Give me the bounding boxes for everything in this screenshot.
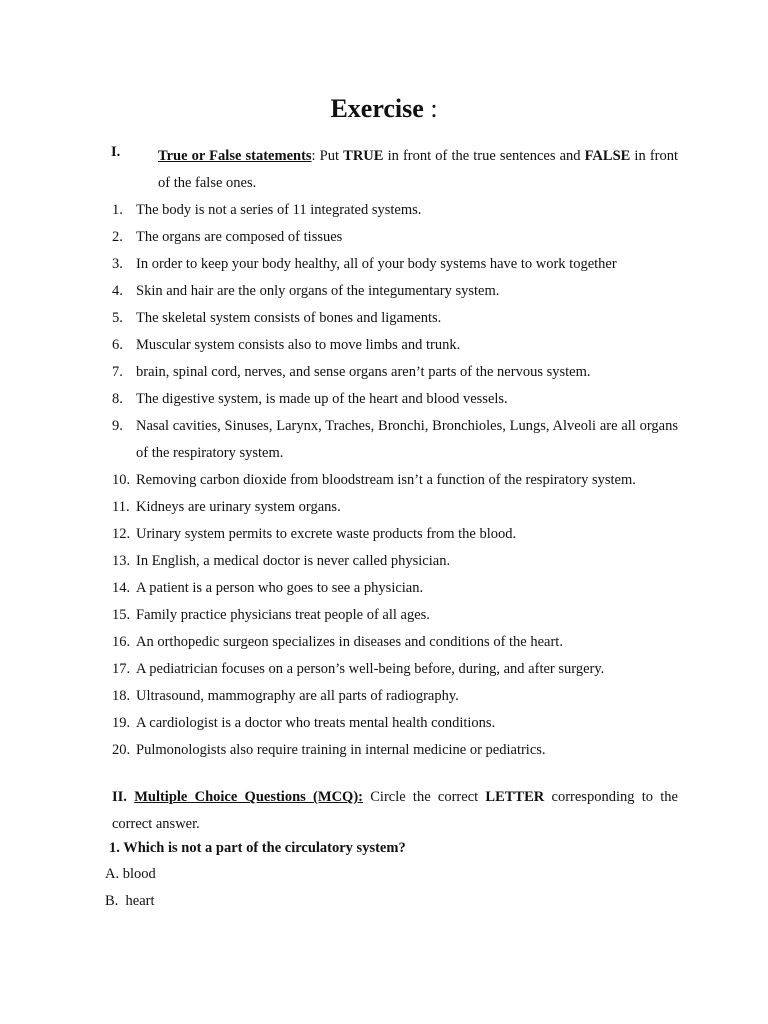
statement-item	[112, 332, 678, 359]
statement-number: 17.	[112, 661, 131, 677]
statement-number: 13.	[112, 553, 131, 569]
statement-text: Kidneys are urinary system organs.	[136, 499, 341, 515]
statement-text: An orthopedic surgeon specializes in diseases and conditions of the heart.	[136, 634, 563, 650]
section1-text-b: in front of the true sentences and	[383, 148, 585, 164]
title-word: Exercise	[330, 94, 424, 123]
statement-text: A pediatrician focuses on a person’s well-being before, during, and after surgery.	[136, 661, 605, 677]
option-b	[105, 891, 155, 911]
statement-text: A cardiologist is a doctor who treats mental health conditions.	[136, 715, 496, 731]
statement-number: 9.	[112, 418, 123, 434]
statement-item	[112, 197, 678, 224]
statement-item	[112, 278, 678, 305]
statement-item	[112, 251, 678, 278]
statement-number: 1.	[112, 202, 123, 218]
statement-item	[112, 629, 678, 656]
section2-instructions	[112, 784, 678, 838]
statement-item	[112, 386, 678, 413]
statement-item	[112, 413, 678, 467]
statement-text: brain, spinal cord, nerves, and sense organs aren’t parts of the nervous system.	[136, 364, 591, 380]
option-a	[105, 864, 156, 884]
statement-text: In order to keep your body healthy, all of your body systems have to work together	[136, 256, 617, 272]
statement-number: 2.	[112, 229, 123, 245]
statement-number: 12.	[112, 526, 131, 542]
true-word: TRUE	[343, 148, 384, 164]
statement-item	[112, 305, 678, 332]
statement-text: A patient is a person who goes to see a physician.	[136, 580, 424, 596]
statement-number: 8.	[112, 391, 123, 407]
statement-number: 11.	[112, 499, 130, 515]
section1-numeral: I.	[111, 144, 121, 160]
statement-number: 14.	[112, 580, 131, 596]
letter-word: LETTER	[485, 789, 545, 805]
statement-number: 19.	[112, 715, 131, 731]
statement-text: The organs are composed of tissues	[136, 229, 343, 245]
statement-text: Family practice physicians treat people of all ages.	[136, 607, 430, 623]
option-b-text: heart	[125, 893, 155, 909]
page-title	[0, 92, 768, 126]
section1-heading: True or False statements	[158, 148, 312, 164]
statement-text: Skin and hair are the only organs of the integumentary system.	[136, 283, 500, 299]
statement-number: 6.	[112, 337, 123, 353]
statement-item	[112, 224, 678, 251]
section2-numeral: II.	[112, 789, 127, 805]
statement-number: 7.	[112, 364, 123, 380]
statement-text: The body is not a series of 11 integrated systems.	[136, 202, 422, 218]
statement-item	[112, 710, 678, 737]
statement-number: 5.	[112, 310, 123, 326]
statement-item	[112, 602, 678, 629]
statement-text: Ultrasound, mammography are all parts of radiography.	[136, 688, 459, 704]
section2-text-b: corresponding to the correct answer.	[112, 789, 678, 832]
statement-number: 10.	[112, 472, 131, 488]
section1-text-a: : Put	[311, 148, 344, 164]
statement-number: 15.	[112, 607, 131, 623]
statement-item	[112, 656, 678, 683]
statement-text: Muscular system consists also to move limbs and trunk.	[136, 337, 461, 353]
statement-number: 20.	[112, 742, 131, 758]
option-a-text: blood	[122, 866, 156, 882]
statement-text: The skeletal system consists of bones and ligaments.	[136, 310, 442, 326]
statement-text: The digestive system, is made up of the heart and blood vessels.	[136, 391, 508, 407]
statement-text: Urinary system permits to excrete waste products from the blood.	[136, 526, 517, 542]
statement-number: 4.	[112, 283, 123, 299]
statement-item	[112, 359, 678, 386]
statement-text: Pulmonologists also require training in internal medicine or pediatrics.	[136, 742, 546, 758]
statement-item	[112, 737, 678, 764]
statement-item	[112, 548, 678, 575]
title-colon: :	[430, 94, 438, 123]
option-a-letter: A.	[105, 866, 120, 882]
section2-heading: Multiple Choice Questions (MCQ):	[134, 789, 363, 805]
statement-text: In English, a medical doctor is never called physician.	[136, 553, 451, 569]
statement-number: 18.	[112, 688, 131, 704]
statement-text: Nasal cavities, Sinuses, Larynx, Traches, Bronchi, Bronchioles, Lungs, Alveoli are all organs of the respiratory system.	[136, 418, 678, 461]
statement-number: 16.	[112, 634, 131, 650]
false-word: FALSE	[584, 148, 631, 164]
statement-item	[112, 494, 678, 521]
section1-instructions	[158, 143, 678, 197]
statement-text: Removing carbon dioxide from bloodstream isn’t a function of the respiratory system.	[136, 472, 636, 488]
statement-item	[112, 575, 678, 602]
statement-number: 3.	[112, 256, 123, 272]
section1-text-c: in front of the false ones.	[158, 148, 678, 191]
statement-item	[112, 521, 678, 548]
statement-item	[112, 467, 678, 494]
section2-text-a: Circle the correct	[362, 789, 486, 805]
statement-list	[112, 197, 678, 764]
option-b-letter: B.	[105, 893, 119, 909]
question-1: 1. Which is not a part of the circulatory system?	[109, 840, 406, 856]
statement-item	[112, 683, 678, 710]
